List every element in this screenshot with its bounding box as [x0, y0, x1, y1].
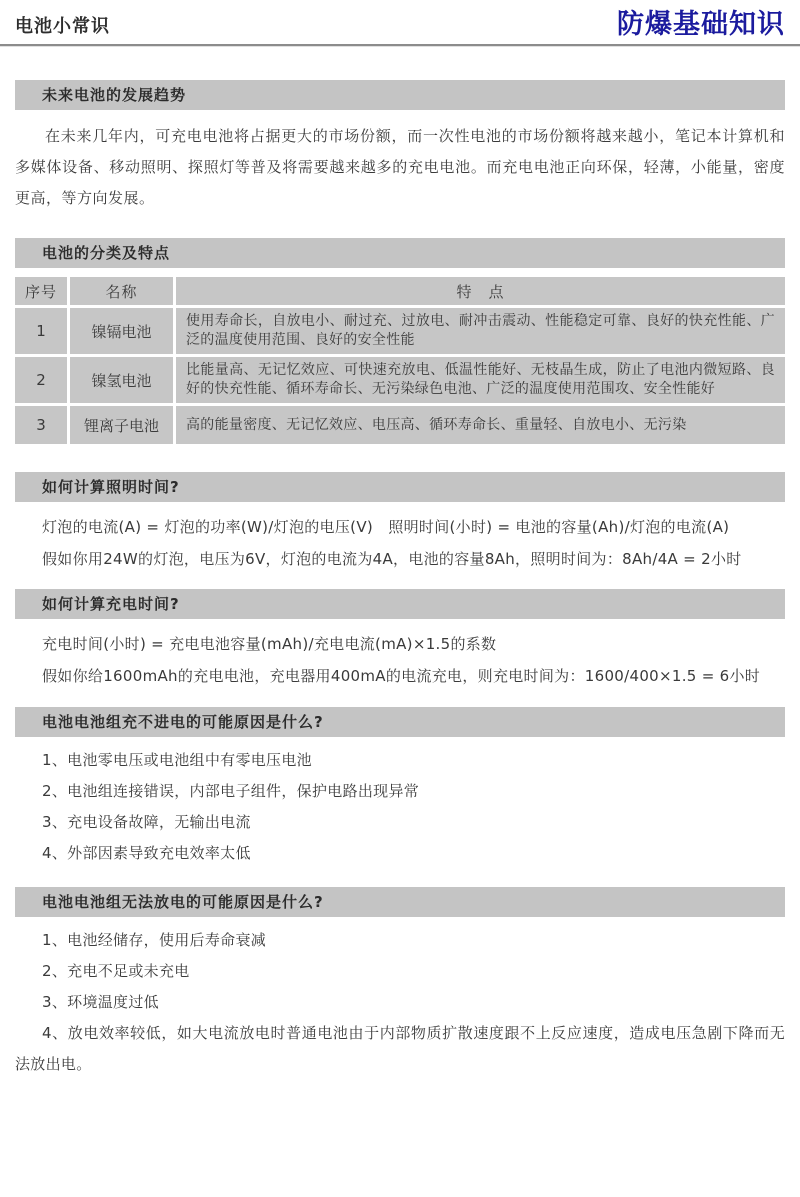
table-header-features: 特 点 [176, 277, 785, 305]
table-row-1-features: 使用寿命长，自放电小、耐过充、过放电、耐冲击震动、性能稳定可靠、良好的快充性能、广泛的温度使用范围、良好的安全性能 [176, 308, 785, 354]
page-header [0, 0, 800, 40]
lighting-example-line: 假如你用24W的灯泡，电压为6V，灯泡的电流为4A，电池的容量8Ah，照明时间为：8Ah/4A = 2小时 [42, 550, 742, 568]
section-heading-no-discharge: 电池电池组无法放电的可能原因是什么? [15, 887, 785, 917]
charging-formula-line: 充电时间(小时) = 充电电池容量(mAh)/充电电流(mA)×1.5的系数 [42, 635, 497, 653]
section-classification [0, 238, 800, 444]
table-header-index: 序号 [15, 277, 67, 305]
section-future-trends [0, 80, 800, 214]
table-row-2-features: 比能量高、无记忆效应、可快速充放电、低温性能好、无枝晶生成，防止了电池内微短路、良好的快充性能、循环寿命长、无污染绿色电池、广泛的温度使用范围攻、安全性能好 [176, 357, 785, 403]
lighting-formula-line: 灯泡的电流(A) = 灯泡的功率(W)/灯泡的电压(V) 照明时间(小时) = 电池的容量(Ah)/灯泡的电流(A) [42, 518, 730, 536]
table-row-3-index: 3 [15, 406, 67, 444]
table-header-name: 名称 [70, 277, 173, 305]
section-charging-time [0, 589, 800, 692]
table-row-1-name: 镍镉电池 [70, 308, 173, 354]
list-item: 3、环境温度过低 [42, 993, 159, 1011]
list-item: 2、充电不足或未充电 [42, 962, 190, 980]
table-row-3-name: 锂离子电池 [70, 406, 173, 444]
section-heading-charging-time: 如何计算充电时间? [15, 589, 785, 619]
brand-title: 防爆基础知识 [617, 9, 785, 40]
battery-types-table [15, 277, 785, 444]
section-no-discharge-causes [0, 887, 800, 1080]
charging-example-line: 假如你给1600mAh的充电电池，充电器用400mA的电流充电，则充电时间为：1600/400×1.5 = 6小时 [42, 667, 761, 685]
list-item: 4、放电效率较低，如大电流放电时普通电池由于内部物质扩散速度跟不上反应速度，造成电压急剧下降而无法放出电。 [15, 1024, 785, 1073]
table-row-2-name: 镍氢电池 [70, 357, 173, 403]
list-item: 1、电池经储存，使用后寿命衰减 [42, 931, 267, 949]
lighting-time-text [0, 511, 800, 575]
section-heading-lighting-time: 如何计算照明时间? [15, 472, 785, 502]
table-row-3-features: 高的能量密度、无记忆效应、电压高、循环寿命长、重量轻、自放电小、无污染 [176, 406, 785, 444]
not-charging-cause-list [0, 745, 800, 869]
list-item: 2、电池组连接错误，内部电子组件，保护电路出现异常 [42, 782, 420, 800]
page-title: 电池小常识 [15, 16, 110, 37]
list-item: 4、外部因素导致充电效率太低 [42, 844, 251, 862]
section-heading-future-trends: 未来电池的发展趋势 [15, 80, 785, 110]
section-lighting-time [0, 472, 800, 575]
charging-time-text [0, 628, 800, 692]
no-discharge-cause-list [0, 925, 800, 1080]
section-heading-not-charging: 电池电池组充不进电的可能原因是什么? [15, 707, 785, 737]
list-item: 1、电池零电压或电池组中有零电压电池 [42, 751, 312, 769]
future-trends-paragraph: 在未来几年内，可充电电池将占据更大的市场份额，而一次性电池的市场份额将越来越小，笔记本计算机和多媒体设备、移动照明、探照灯等普及将需要越来越多的充电电池。而充电电池正向环保，轻薄，小能量，密度更高，等方向发展。 [15, 127, 785, 207]
table-row-1-index: 1 [15, 308, 67, 354]
section-not-charging-causes [0, 707, 800, 869]
header-divider [0, 44, 800, 47]
list-item: 3、充电设备故障，无输出电流 [42, 813, 251, 831]
section-heading-classification: 电池的分类及特点 [15, 238, 785, 268]
table-row-2-index: 2 [15, 357, 67, 403]
